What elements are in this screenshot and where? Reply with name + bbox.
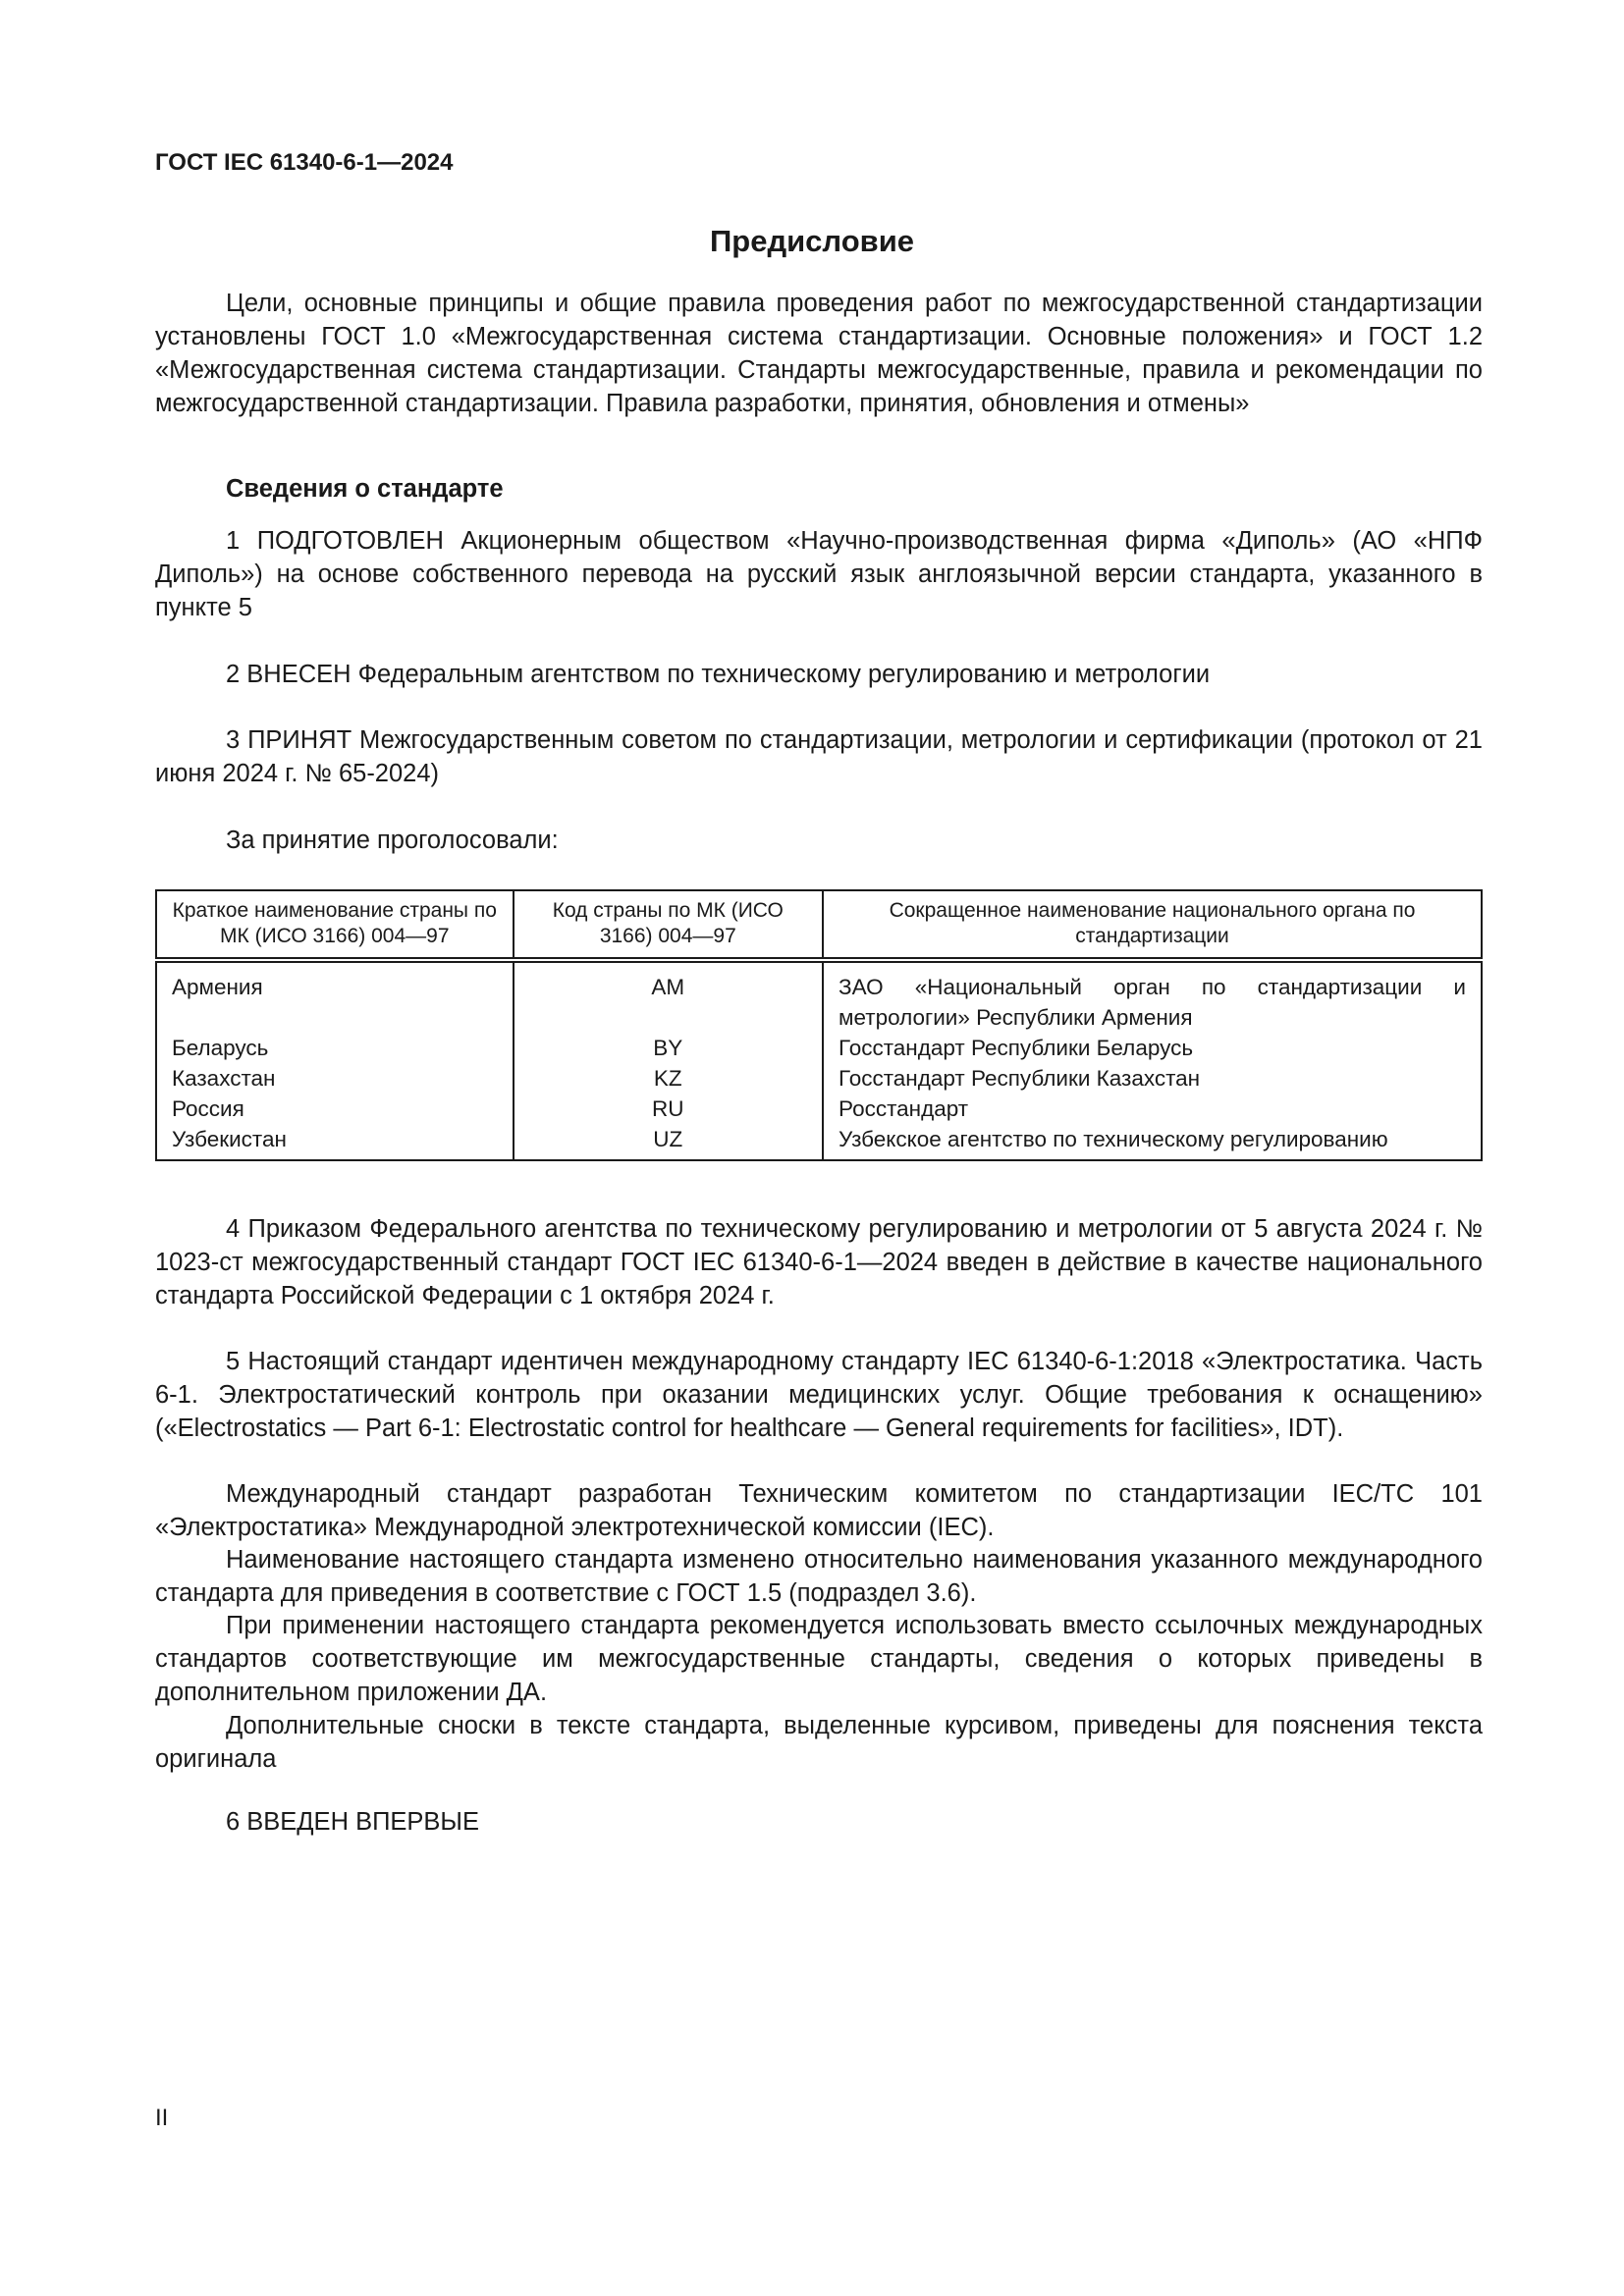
country-cell: Беларусь bbox=[156, 1033, 514, 1063]
page-title: Предисловие bbox=[709, 224, 914, 258]
org-cell: ЗАО «Национальный орган по стандартизации и метрологии» Республики Армения bbox=[823, 960, 1482, 1033]
item-introduced: 2 ВНЕСЕН Федеральным агентством по техническому регулированию и метрологии bbox=[226, 661, 1211, 688]
country-cell: Россия bbox=[156, 1094, 514, 1124]
header-national-body: Сокращенное наименование национального органа по стандартизации bbox=[823, 890, 1482, 960]
item-identical: 5 Настоящий стандарт идентичен международному стандарту IEC 61340-6-1:2018 «Электростатика. Часть 6-1. Электростатический контроль при оказании медицинских услуг. Общие требования к оснащению» («Electrostatics — Part 6-1: Electrostatic control for healthcare — General requirements for facilities», IDT). bbox=[155, 1348, 1483, 1442]
org-cell: Госстандарт Республики Казахстан bbox=[823, 1063, 1482, 1094]
item-order: 4 Приказом Федерального агентства по техническому регулированию и метрологии от 5 августа 2024 г. № 1023-ст межгосударственный стандарт ГОСТ IEC 61340-6-1—2024 введен в действие в качестве национального стандарта Российской Федерации с 1 октября 2024 г. bbox=[155, 1215, 1483, 1309]
table-header-row bbox=[156, 890, 1482, 960]
intro-paragraph: Цели, основные принципы и общие правила проведения работ по межгосударственной стандартизации установлены ГОСТ 1.0 «Межгосударственная система стандартизации. Основные положения» и ГОСТ 1.2 «Межгосударственная система стандартизации. Стандарты межгосударственные, правила и рекомендации по межгосударственной стандартизации. Правила разработки, принятия, обновления и отмены» bbox=[155, 290, 1483, 417]
document-code: ГОСТ IEC 61340-6-1—2024 bbox=[155, 149, 454, 176]
code-cell: BY bbox=[514, 1033, 824, 1063]
table-row bbox=[156, 1033, 1482, 1063]
country-cell: Узбекистан bbox=[156, 1124, 514, 1160]
item-first: 6 ВВЕДЕН ВПЕРВЫЕ bbox=[226, 1808, 480, 1836]
code-cell: KZ bbox=[514, 1063, 824, 1094]
item-adopted: 3 ПРИНЯТ Межгосударственным советом по стандартизации, метрологии и сертификации (протокол от 21 июня 2024 г. № 65-2024) bbox=[155, 726, 1483, 787]
header-country-code: Код страны по МК (ИСО 3166) 004—97 bbox=[514, 890, 824, 960]
country-cell: Казахстан bbox=[156, 1063, 514, 1094]
table-row bbox=[156, 1094, 1482, 1124]
vote-intro: За принятие проголосовали: bbox=[226, 827, 559, 854]
table-row bbox=[156, 1124, 1482, 1160]
table-row bbox=[156, 960, 1482, 1033]
paragraph-references: При применении настоящего стандарта рекомендуется использовать вместо ссылочных международных стандартов соответствующие им межгосударственные стандарты, сведения о которых приведены в дополнительном приложении ДА. bbox=[155, 1612, 1483, 1706]
code-cell: UZ bbox=[514, 1124, 824, 1160]
code-cell: AM bbox=[514, 960, 824, 1033]
org-cell: Узбекское агентство по техническому регулированию bbox=[823, 1124, 1482, 1160]
member-states-table bbox=[155, 889, 1483, 1161]
paragraph-developed: Международный стандарт разработан Техническим комитетом по стандартизации IEC/TC 101 «Электростатика» Международной электротехнической комиссии (IEC). bbox=[155, 1480, 1483, 1541]
country-cell: Армения bbox=[156, 960, 514, 1033]
item-prepared: 1 ПОДГОТОВЛЕН Акционерным обществом «Научно-производственная фирма «Диполь» (АО «НПФ Диполь») на основе собственного перевода на русский язык англоязычной версии стандарта, указанного в пункте 5 bbox=[155, 527, 1483, 621]
section-heading: Сведения о стандарте bbox=[226, 475, 504, 503]
header-country-name: Краткое наименование страны по МК (ИСО 3166) 004—97 bbox=[156, 890, 514, 960]
org-cell: Госстандарт Республики Беларусь bbox=[823, 1033, 1482, 1063]
paragraph-footnotes: Дополнительные сноски в тексте стандарта, выделенные курсивом, приведены для пояснения текста оригинала bbox=[155, 1712, 1483, 1773]
code-cell: RU bbox=[514, 1094, 824, 1124]
org-cell: Росстандарт bbox=[823, 1094, 1482, 1124]
paragraph-renamed: Наименование настоящего стандарта изменено относительно наименования указанного международного стандарта для приведения в соответствие с ГОСТ 1.5 (подраздел 3.6). bbox=[155, 1546, 1483, 1607]
table-row bbox=[156, 1063, 1482, 1094]
page-number: II bbox=[155, 2105, 169, 2131]
